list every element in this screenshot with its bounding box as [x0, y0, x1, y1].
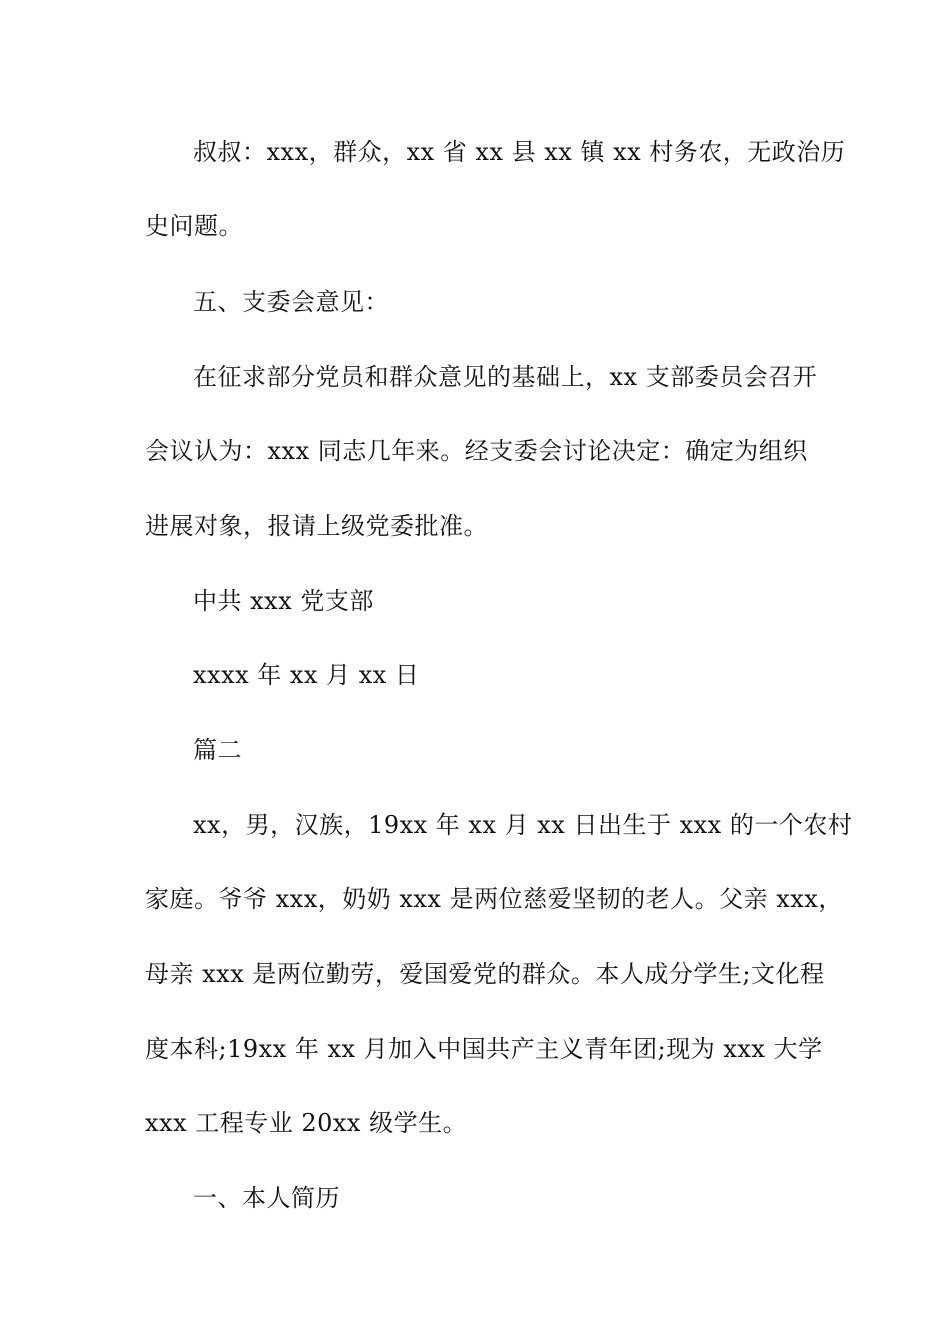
signature-date: xxxx 年 xx 月 xx 日	[193, 661, 420, 689]
paragraph-line: 母亲 xxx 是两位勤劳，爱国爱党的群众。本人成分学生;文化程	[145, 960, 825, 988]
signature-organization: 中共 xxx 党支部	[193, 587, 374, 615]
paragraph-line: 家庭。爷爷 xxx，奶奶 xxx 是两位慈爱坚韧的老人。父亲 xxx，	[145, 885, 843, 913]
paragraph-line: 会议认为：xxx 同志几年来。经支委会讨论决定：确定为组织	[145, 437, 808, 465]
paragraph-line: 史问题。	[145, 212, 243, 240]
section-heading: 一、本人简历	[193, 1184, 340, 1212]
section-heading: 五、支委会意见：	[193, 288, 389, 316]
paragraph-line: 度本科;19xx 年 xx 月加入中国共产主义青年团;现为 xxx 大学	[145, 1035, 823, 1063]
paragraph-line: 叔叔：xxx，群众，xx 省 xx 县 xx 镇 xx 村务农，无政治历	[193, 138, 846, 166]
paragraph-line: xxx 工程专业 20xx 级学生。	[145, 1109, 468, 1137]
paragraph-line: xx，男，汉族，19xx 年 xx 月 xx 日出生于 xxx 的一个农村	[193, 811, 853, 839]
paragraph-line: 进展对象，报请上级党委批准。	[145, 512, 488, 540]
paragraph-line: 在征求部分党员和群众意见的基础上，xx 支部委员会召开	[193, 363, 818, 391]
part-heading: 篇二	[193, 736, 242, 764]
